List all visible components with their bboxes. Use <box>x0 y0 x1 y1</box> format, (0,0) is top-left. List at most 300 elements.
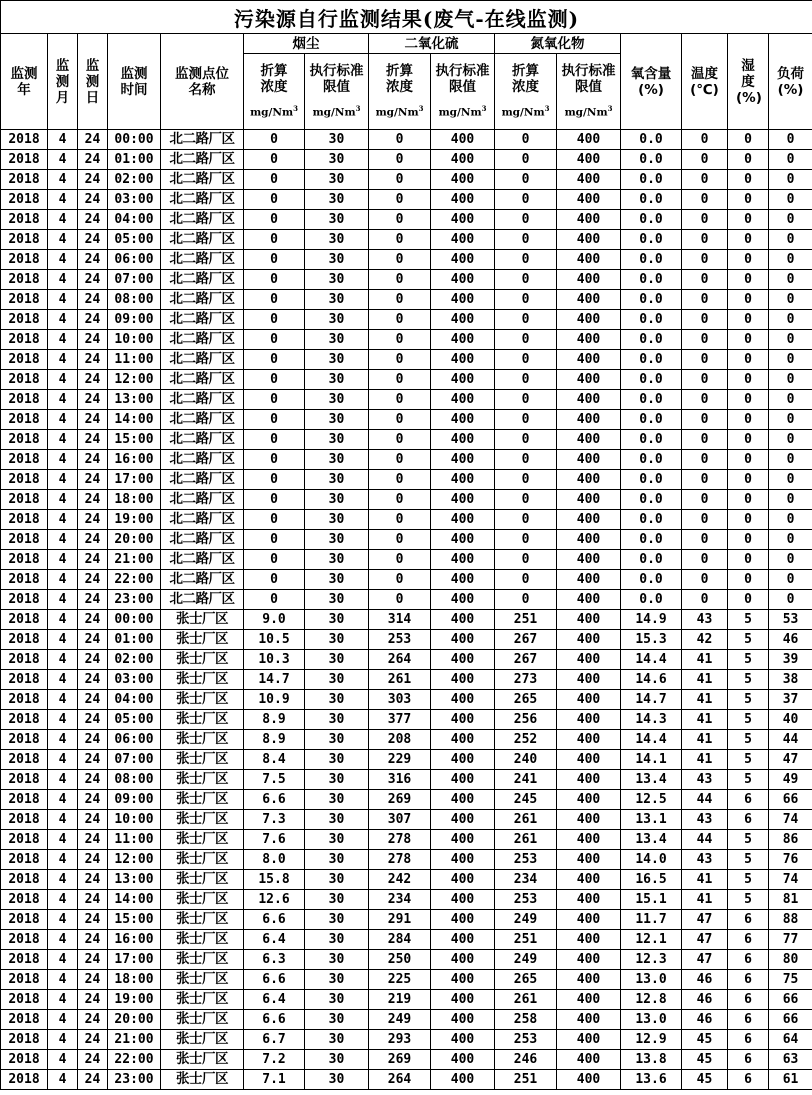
cell-dust-converted: 0 <box>244 230 305 250</box>
cell-nox-limit: 400 <box>557 590 621 610</box>
table-row <box>1 710 812 730</box>
cell-temperature: 45 <box>682 1050 728 1070</box>
header-month: 监测月 <box>48 34 78 130</box>
cell-month: 4 <box>48 950 78 970</box>
cell-so2-converted: 278 <box>369 830 431 850</box>
cell-day: 24 <box>78 130 108 150</box>
cell-day: 24 <box>78 870 108 890</box>
cell-site: 北二路厂区 <box>161 310 244 330</box>
table-body <box>1 130 812 1090</box>
cell-so2-limit: 400 <box>431 890 495 910</box>
cell-day: 24 <box>78 310 108 330</box>
table-row <box>1 970 812 990</box>
cell-load: 0 <box>769 370 812 390</box>
table-row <box>1 570 812 590</box>
cell-so2-converted: 0 <box>369 590 431 610</box>
cell-oxygen: 13.0 <box>621 1010 682 1030</box>
cell-temperature: 43 <box>682 610 728 630</box>
cell-so2-converted: 314 <box>369 610 431 630</box>
unit-label: mg/Nm$^3$ <box>375 103 424 119</box>
cell-nox-converted: 0 <box>495 350 557 370</box>
cell-load: 0 <box>769 250 812 270</box>
cell-load: 64 <box>769 1030 812 1050</box>
cell-nox-converted: 253 <box>495 850 557 870</box>
cell-nox-limit: 400 <box>557 370 621 390</box>
cell-day: 24 <box>78 990 108 1010</box>
cell-time: 09:00 <box>108 790 161 810</box>
cell-year: 2018 <box>1 430 48 450</box>
cell-load: 0 <box>769 410 812 430</box>
cell-day: 24 <box>78 690 108 710</box>
table-row <box>1 790 812 810</box>
cell-dust-converted: 9.0 <box>244 610 305 630</box>
cell-nox-limit: 400 <box>557 210 621 230</box>
cell-site: 北二路厂区 <box>161 210 244 230</box>
cell-nox-converted: 267 <box>495 650 557 670</box>
cell-day: 24 <box>78 270 108 290</box>
cell-year: 2018 <box>1 570 48 590</box>
cell-month: 4 <box>48 310 78 330</box>
cell-dust-limit: 30 <box>305 150 369 170</box>
cell-temperature: 46 <box>682 990 728 1010</box>
cell-so2-limit: 400 <box>431 450 495 470</box>
cell-nox-converted: 0 <box>495 530 557 550</box>
cell-temperature: 46 <box>682 970 728 990</box>
cell-dust-limit: 30 <box>305 390 369 410</box>
cell-so2-converted: 377 <box>369 710 431 730</box>
cell-temperature: 43 <box>682 850 728 870</box>
cell-dust-limit: 30 <box>305 890 369 910</box>
cell-time: 23:00 <box>108 590 161 610</box>
table-row <box>1 310 812 330</box>
cell-site: 张士厂区 <box>161 770 244 790</box>
cell-time: 12:00 <box>108 370 161 390</box>
cell-load: 53 <box>769 610 812 630</box>
cell-month: 4 <box>48 990 78 1010</box>
cell-time: 02:00 <box>108 650 161 670</box>
cell-month: 4 <box>48 590 78 610</box>
cell-load: 0 <box>769 390 812 410</box>
cell-humidity: 0 <box>728 470 769 490</box>
cell-so2-converted: 0 <box>369 350 431 370</box>
cell-oxygen: 15.3 <box>621 630 682 650</box>
cell-so2-limit: 400 <box>431 870 495 890</box>
cell-so2-converted: 0 <box>369 270 431 290</box>
cell-oxygen: 12.9 <box>621 1030 682 1050</box>
cell-nox-limit: 400 <box>557 410 621 430</box>
cell-humidity: 0 <box>728 370 769 390</box>
table-row <box>1 250 812 270</box>
cell-so2-limit: 400 <box>431 590 495 610</box>
cell-load: 46 <box>769 630 812 650</box>
cell-dust-converted: 12.6 <box>244 890 305 910</box>
cell-year: 2018 <box>1 290 48 310</box>
cell-dust-limit: 30 <box>305 1010 369 1030</box>
cell-year: 2018 <box>1 990 48 1010</box>
cell-year: 2018 <box>1 670 48 690</box>
cell-load: 0 <box>769 450 812 470</box>
cell-month: 4 <box>48 230 78 250</box>
cell-humidity: 5 <box>728 690 769 710</box>
cell-nox-limit: 400 <box>557 950 621 970</box>
cell-temperature: 0 <box>682 150 728 170</box>
cell-humidity: 5 <box>728 830 769 850</box>
cell-so2-converted: 219 <box>369 990 431 1010</box>
cell-nox-converted: 0 <box>495 130 557 150</box>
cell-year: 2018 <box>1 1010 48 1030</box>
cell-humidity: 0 <box>728 230 769 250</box>
cell-nox-converted: 273 <box>495 670 557 690</box>
cell-so2-converted: 0 <box>369 450 431 470</box>
cell-day: 24 <box>78 610 108 630</box>
table-row <box>1 470 812 490</box>
table-row <box>1 590 812 610</box>
cell-month: 4 <box>48 710 78 730</box>
cell-time: 17:00 <box>108 470 161 490</box>
table-row <box>1 530 812 550</box>
cell-humidity: 6 <box>728 1030 769 1050</box>
cell-year: 2018 <box>1 170 48 190</box>
cell-dust-converted: 0 <box>244 450 305 470</box>
cell-site: 北二路厂区 <box>161 550 244 570</box>
cell-nox-limit: 400 <box>557 1050 621 1070</box>
cell-time: 19:00 <box>108 510 161 530</box>
cell-nox-converted: 265 <box>495 690 557 710</box>
cell-load: 66 <box>769 990 812 1010</box>
cell-day: 24 <box>78 950 108 970</box>
cell-month: 4 <box>48 170 78 190</box>
cell-year: 2018 <box>1 730 48 750</box>
cell-month: 4 <box>48 510 78 530</box>
cell-temperature: 44 <box>682 790 728 810</box>
table-row <box>1 1070 812 1090</box>
cell-oxygen: 0.0 <box>621 390 682 410</box>
cell-nox-converted: 0 <box>495 190 557 210</box>
cell-day: 24 <box>78 1070 108 1090</box>
cell-so2-limit: 400 <box>431 930 495 950</box>
cell-so2-converted: 234 <box>369 890 431 910</box>
cell-oxygen: 0.0 <box>621 310 682 330</box>
cell-nox-converted: 0 <box>495 470 557 490</box>
cell-month: 4 <box>48 150 78 170</box>
cell-day: 24 <box>78 510 108 530</box>
cell-humidity: 0 <box>728 410 769 430</box>
cell-temperature: 0 <box>682 130 728 150</box>
cell-dust-converted: 8.9 <box>244 710 305 730</box>
cell-oxygen: 13.4 <box>621 830 682 850</box>
cell-temperature: 41 <box>682 650 728 670</box>
cell-day: 24 <box>78 1050 108 1070</box>
cell-dust-converted: 0 <box>244 550 305 570</box>
cell-humidity: 6 <box>728 930 769 950</box>
cell-load: 0 <box>769 210 812 230</box>
cell-load: 0 <box>769 570 812 590</box>
cell-so2-limit: 400 <box>431 230 495 250</box>
cell-day: 24 <box>78 230 108 250</box>
cell-dust-limit: 30 <box>305 930 369 950</box>
header-so2-converted <box>369 54 431 130</box>
cell-so2-limit: 400 <box>431 250 495 270</box>
cell-time: 18:00 <box>108 970 161 990</box>
cell-dust-limit: 30 <box>305 270 369 290</box>
cell-dust-limit: 30 <box>305 590 369 610</box>
cell-so2-limit: 400 <box>431 210 495 230</box>
cell-dust-converted: 0 <box>244 130 305 150</box>
cell-site: 张士厂区 <box>161 890 244 910</box>
table-row <box>1 190 812 210</box>
cell-so2-limit: 400 <box>431 570 495 590</box>
cell-time: 06:00 <box>108 730 161 750</box>
cell-dust-converted: 0 <box>244 510 305 530</box>
cell-load: 37 <box>769 690 812 710</box>
cell-month: 4 <box>48 750 78 770</box>
cell-dust-limit: 30 <box>305 450 369 470</box>
cell-nox-converted: 249 <box>495 910 557 930</box>
cell-time: 10:00 <box>108 330 161 350</box>
cell-humidity: 0 <box>728 510 769 530</box>
cell-site: 张士厂区 <box>161 910 244 930</box>
cell-dust-limit: 30 <box>305 910 369 930</box>
cell-humidity: 0 <box>728 150 769 170</box>
cell-dust-converted: 8.9 <box>244 730 305 750</box>
cell-day: 24 <box>78 430 108 450</box>
cell-temperature: 0 <box>682 230 728 250</box>
cell-so2-limit: 400 <box>431 410 495 430</box>
cell-dust-converted: 14.7 <box>244 670 305 690</box>
cell-humidity: 0 <box>728 130 769 150</box>
cell-nox-converted: 253 <box>495 1030 557 1050</box>
cell-year: 2018 <box>1 270 48 290</box>
cell-so2-converted: 0 <box>369 490 431 510</box>
cell-load: 88 <box>769 910 812 930</box>
cell-nox-converted: 241 <box>495 770 557 790</box>
cell-time: 06:00 <box>108 250 161 270</box>
cell-month: 4 <box>48 370 78 390</box>
cell-nox-converted: 249 <box>495 950 557 970</box>
cell-load: 0 <box>769 130 812 150</box>
cell-day: 24 <box>78 170 108 190</box>
cell-nox-converted: 261 <box>495 810 557 830</box>
cell-year: 2018 <box>1 490 48 510</box>
cell-so2-limit: 400 <box>431 430 495 450</box>
cell-dust-converted: 6.7 <box>244 1030 305 1050</box>
cell-dust-limit: 30 <box>305 550 369 570</box>
cell-month: 4 <box>48 390 78 410</box>
cell-dust-limit: 30 <box>305 290 369 310</box>
cell-nox-converted: 0 <box>495 150 557 170</box>
cell-dust-converted: 0 <box>244 390 305 410</box>
cell-so2-converted: 0 <box>369 150 431 170</box>
cell-so2-limit: 400 <box>431 710 495 730</box>
cell-year: 2018 <box>1 450 48 470</box>
table-row <box>1 870 812 890</box>
cell-time: 16:00 <box>108 450 161 470</box>
cell-nox-converted: 251 <box>495 930 557 950</box>
cell-day: 24 <box>78 150 108 170</box>
cell-oxygen: 13.1 <box>621 810 682 830</box>
cell-dust-converted: 10.5 <box>244 630 305 650</box>
cell-nox-limit: 400 <box>557 850 621 870</box>
cell-day: 24 <box>78 570 108 590</box>
cell-time: 01:00 <box>108 630 161 650</box>
cell-so2-limit: 400 <box>431 910 495 930</box>
cell-temperature: 45 <box>682 1070 728 1090</box>
cell-nox-limit: 400 <box>557 670 621 690</box>
cell-nox-limit: 400 <box>557 550 621 570</box>
cell-site: 北二路厂区 <box>161 530 244 550</box>
cell-site: 张士厂区 <box>161 690 244 710</box>
cell-nox-converted: 0 <box>495 550 557 570</box>
cell-nox-limit: 400 <box>557 190 621 210</box>
cell-site: 张士厂区 <box>161 650 244 670</box>
cell-dust-converted: 0 <box>244 490 305 510</box>
cell-dust-limit: 30 <box>305 350 369 370</box>
cell-site: 张士厂区 <box>161 990 244 1010</box>
cell-oxygen: 0.0 <box>621 290 682 310</box>
cell-humidity: 0 <box>728 570 769 590</box>
cell-so2-converted: 0 <box>369 330 431 350</box>
cell-oxygen: 14.4 <box>621 730 682 750</box>
cell-humidity: 6 <box>728 1070 769 1090</box>
cell-so2-converted: 284 <box>369 930 431 950</box>
cell-site: 张士厂区 <box>161 1030 244 1050</box>
cell-dust-converted: 7.5 <box>244 770 305 790</box>
cell-load: 80 <box>769 950 812 970</box>
cell-year: 2018 <box>1 890 48 910</box>
converted-label: 折算浓度 <box>260 62 288 95</box>
cell-nox-converted: 0 <box>495 410 557 430</box>
cell-so2-limit: 400 <box>431 790 495 810</box>
cell-dust-converted: 0 <box>244 210 305 230</box>
cell-so2-limit: 400 <box>431 730 495 750</box>
cell-temperature: 0 <box>682 250 728 270</box>
cell-humidity: 6 <box>728 910 769 930</box>
cell-time: 13:00 <box>108 390 161 410</box>
table-row <box>1 830 812 850</box>
cell-oxygen: 0.0 <box>621 550 682 570</box>
cell-nox-converted: 252 <box>495 730 557 750</box>
cell-time: 07:00 <box>108 270 161 290</box>
table-row <box>1 350 812 370</box>
cell-month: 4 <box>48 790 78 810</box>
cell-site: 张士厂区 <box>161 810 244 830</box>
cell-temperature: 0 <box>682 590 728 610</box>
cell-so2-limit: 400 <box>431 290 495 310</box>
unit-label: mg/Nm$^3$ <box>438 103 487 119</box>
cell-day: 24 <box>78 470 108 490</box>
cell-site: 北二路厂区 <box>161 190 244 210</box>
cell-dust-limit: 30 <box>305 850 369 870</box>
cell-year: 2018 <box>1 1050 48 1070</box>
cell-load: 0 <box>769 170 812 190</box>
cell-dust-limit: 30 <box>305 610 369 630</box>
cell-so2-converted: 253 <box>369 630 431 650</box>
cell-year: 2018 <box>1 330 48 350</box>
header-group-so2: 二氧化硫 <box>369 34 495 54</box>
header-site: 监测点位名称 <box>161 34 244 130</box>
cell-dust-converted: 0 <box>244 170 305 190</box>
cell-humidity: 5 <box>728 710 769 730</box>
cell-load: 81 <box>769 890 812 910</box>
cell-so2-converted: 0 <box>369 390 431 410</box>
cell-so2-limit: 400 <box>431 490 495 510</box>
cell-nox-converted: 0 <box>495 370 557 390</box>
cell-temperature: 41 <box>682 870 728 890</box>
cell-so2-converted: 269 <box>369 790 431 810</box>
cell-humidity: 0 <box>728 330 769 350</box>
cell-time: 18:00 <box>108 490 161 510</box>
cell-dust-converted: 0 <box>244 330 305 350</box>
cell-nox-limit: 400 <box>557 1070 621 1090</box>
header-group-dust: 烟尘 <box>244 34 369 54</box>
cell-year: 2018 <box>1 650 48 670</box>
cell-oxygen: 0.0 <box>621 450 682 470</box>
cell-dust-converted: 0 <box>244 290 305 310</box>
cell-site: 北二路厂区 <box>161 170 244 190</box>
cell-time: 05:00 <box>108 710 161 730</box>
cell-dust-limit: 30 <box>305 670 369 690</box>
cell-oxygen: 0.0 <box>621 510 682 530</box>
cell-dust-converted: 7.1 <box>244 1070 305 1090</box>
cell-so2-limit: 400 <box>431 190 495 210</box>
table-row <box>1 690 812 710</box>
cell-year: 2018 <box>1 230 48 250</box>
cell-site: 张士厂区 <box>161 830 244 850</box>
cell-site: 张士厂区 <box>161 790 244 810</box>
cell-year: 2018 <box>1 210 48 230</box>
table-row <box>1 630 812 650</box>
table-row <box>1 330 812 350</box>
table-row <box>1 770 812 790</box>
table-row <box>1 750 812 770</box>
cell-temperature: 0 <box>682 350 728 370</box>
cell-month: 4 <box>48 570 78 590</box>
cell-so2-limit: 400 <box>431 310 495 330</box>
cell-load: 0 <box>769 230 812 250</box>
cell-year: 2018 <box>1 750 48 770</box>
cell-nox-converted: 261 <box>495 990 557 1010</box>
table-row <box>1 550 812 570</box>
cell-oxygen: 0.0 <box>621 370 682 390</box>
cell-month: 4 <box>48 910 78 930</box>
cell-nox-converted: 258 <box>495 1010 557 1030</box>
cell-load: 0 <box>769 270 812 290</box>
cell-oxygen: 13.4 <box>621 770 682 790</box>
cell-humidity: 0 <box>728 590 769 610</box>
cell-oxygen: 12.1 <box>621 930 682 950</box>
cell-humidity: 5 <box>728 730 769 750</box>
unit-label: mg/Nm$^3$ <box>564 103 613 119</box>
cell-humidity: 0 <box>728 550 769 570</box>
cell-load: 0 <box>769 490 812 510</box>
cell-year: 2018 <box>1 390 48 410</box>
cell-month: 4 <box>48 650 78 670</box>
cell-oxygen: 13.8 <box>621 1050 682 1070</box>
cell-dust-limit: 30 <box>305 710 369 730</box>
cell-month: 4 <box>48 330 78 350</box>
cell-so2-converted: 0 <box>369 510 431 530</box>
table-row <box>1 410 812 430</box>
cell-month: 4 <box>48 610 78 630</box>
cell-humidity: 5 <box>728 610 769 630</box>
cell-year: 2018 <box>1 190 48 210</box>
cell-nox-limit: 400 <box>557 830 621 850</box>
cell-load: 77 <box>769 930 812 950</box>
cell-time: 13:00 <box>108 870 161 890</box>
cell-site: 北二路厂区 <box>161 490 244 510</box>
cell-so2-limit: 400 <box>431 1030 495 1050</box>
cell-month: 4 <box>48 270 78 290</box>
